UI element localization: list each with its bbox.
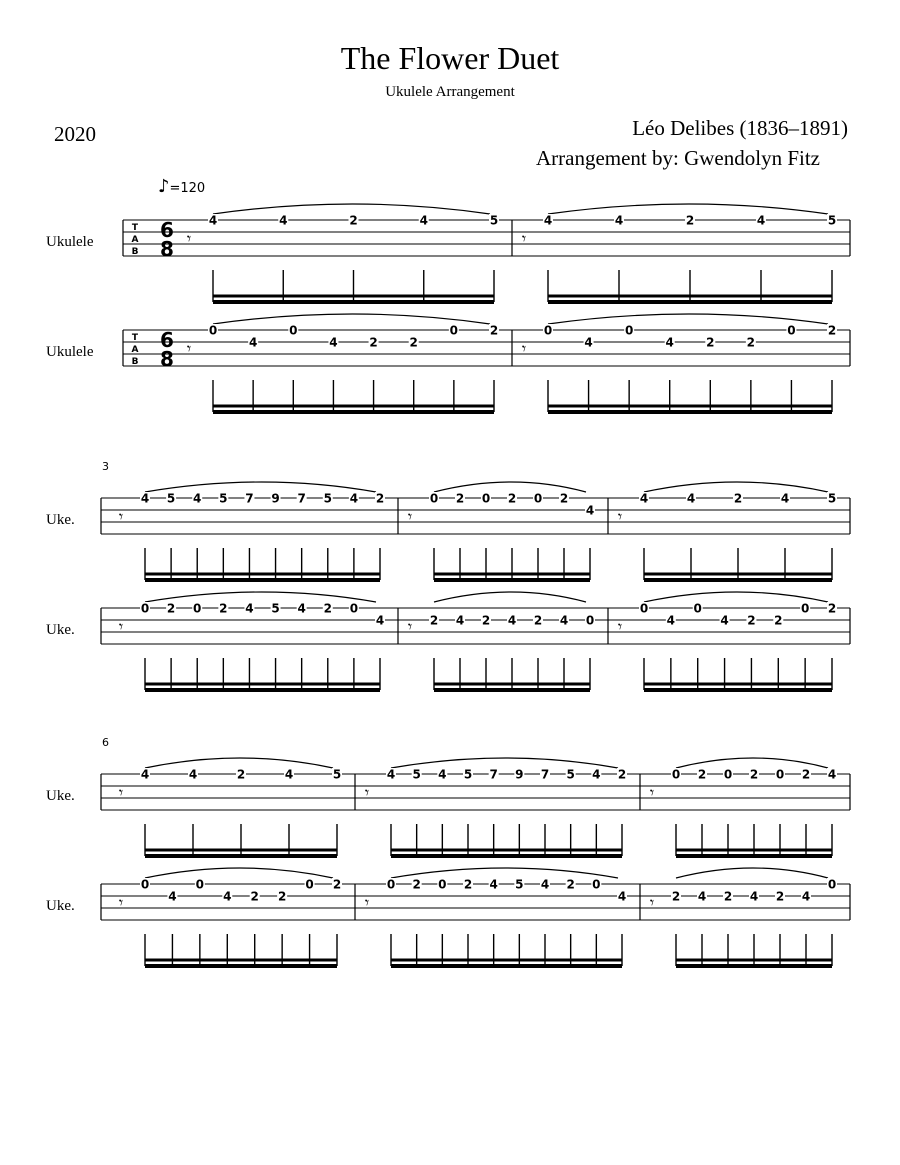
fret-number: 4: [507, 613, 517, 628]
fret-number: 4: [248, 335, 258, 350]
fret-number: 7: [245, 491, 254, 506]
fret-number: 0: [800, 601, 810, 616]
tab-clef-a: A: [131, 235, 139, 245]
slur: [644, 592, 828, 602]
fret-number: 2: [236, 767, 246, 782]
fret-number: 2: [827, 601, 837, 616]
tab-clef-a: A: [131, 345, 139, 355]
fret-number: 2: [566, 877, 575, 892]
fret-number: 0: [693, 601, 702, 616]
instrument-label-uke-3: Uke.: [46, 788, 75, 804]
fret-number: 4: [438, 767, 447, 782]
fret-number: 4: [756, 213, 766, 228]
measure-number: 6: [102, 736, 109, 749]
fret-number: 4: [279, 213, 288, 228]
fret-number: 0: [533, 491, 543, 506]
fret-number: 7: [297, 491, 306, 506]
fret-number: 4: [749, 889, 759, 904]
slur: [548, 204, 828, 214]
fret-number: 9: [271, 491, 280, 506]
fret-number: 0: [449, 323, 459, 338]
fret-number: 0: [193, 601, 202, 616]
fret-number: 2: [774, 613, 783, 628]
fret-number: 0: [723, 767, 733, 782]
fret-number: 2: [706, 335, 715, 350]
fret-number: 9: [515, 767, 524, 782]
slur: [391, 758, 618, 768]
tab-clef-t: T: [131, 333, 139, 343]
eighth-rest-icon: 𝄾: [521, 339, 527, 358]
fret-number: 4: [223, 889, 232, 904]
eighth-rest-icon: 𝄾: [521, 229, 527, 248]
eighth-rest-icon: 𝄾: [407, 617, 413, 636]
fret-number: 2: [429, 613, 439, 628]
fret-number: 5: [332, 767, 342, 782]
fret-number: 2: [671, 889, 681, 904]
fret-number: 4: [666, 613, 676, 628]
slur: [434, 592, 586, 602]
time-signature-top: 6: [160, 328, 174, 352]
instrument-label-ukulele-1: Ukulele: [46, 234, 94, 250]
fret-number: 0: [349, 601, 359, 616]
time-signature-bottom: 8: [160, 237, 174, 261]
fret-number: 5: [412, 767, 421, 782]
fret-number: 5: [166, 491, 176, 506]
fret-number: 2: [277, 889, 287, 904]
tab-clef-b: B: [131, 357, 139, 367]
fret-number: 2: [685, 213, 695, 228]
fret-number: 2: [455, 491, 465, 506]
fret-number: 4: [386, 767, 396, 782]
slur: [644, 482, 828, 492]
fret-number: 2: [827, 323, 837, 338]
fret-number: 4: [297, 601, 306, 616]
fret-number: 2: [507, 491, 517, 506]
fret-number: 2: [463, 877, 473, 892]
fret-number: 4: [208, 213, 218, 228]
fret-number: 5: [566, 767, 575, 782]
fret-number: 4: [584, 335, 593, 350]
fret-number: 4: [284, 767, 294, 782]
fret-number: 4: [827, 767, 837, 782]
arranger: Arrangement by: Gwendolyn Fitz: [535, 146, 820, 170]
slur: [391, 868, 618, 878]
fret-number: 2: [409, 335, 418, 350]
slur: [676, 758, 828, 768]
fret-number: 0: [543, 323, 553, 338]
fret-number: 0: [624, 323, 634, 338]
fret-number: 2: [749, 767, 759, 782]
eighth-rest-icon: 𝄾: [649, 783, 655, 802]
slur: [145, 482, 376, 492]
instrument-label-uke-1: Uke.: [46, 512, 75, 528]
fret-number: 0: [592, 877, 601, 892]
fret-number: 2: [533, 613, 543, 628]
fret-number: 4: [140, 767, 150, 782]
fret-number: 2: [723, 889, 733, 904]
fret-number: 0: [195, 877, 205, 892]
fret-number: 4: [349, 491, 359, 506]
fret-number: 4: [720, 613, 729, 628]
slur: [145, 592, 376, 602]
fret-number: 0: [140, 877, 150, 892]
fret-number: 4: [801, 889, 811, 904]
fret-number: 0: [585, 613, 595, 628]
fret-number: 5: [489, 213, 499, 228]
fret-number: 2: [250, 889, 259, 904]
fret-number: 0: [481, 491, 491, 506]
fret-number: 4: [617, 889, 627, 904]
slur: [145, 758, 333, 768]
fret-number: 4: [543, 213, 553, 228]
fret-number: 2: [747, 613, 756, 628]
fret-number: 2: [166, 601, 176, 616]
fret-number: 5: [827, 491, 837, 506]
fret-number: 4: [245, 601, 254, 616]
eighth-rest-icon: 𝄾: [186, 229, 192, 248]
fret-number: 7: [540, 767, 550, 782]
score-subtitle: Ukulele Arrangement: [385, 84, 515, 100]
instrument-label-uke-4: Uke.: [46, 898, 75, 914]
fret-number: 2: [375, 491, 385, 506]
fret-number: 5: [515, 877, 524, 892]
fret-number: 2: [481, 613, 491, 628]
fret-number: 4: [639, 491, 649, 506]
time-signature-top: 6: [160, 218, 174, 242]
eighth-rest-icon: 𝄾: [118, 507, 124, 526]
fret-number: 2: [323, 601, 332, 616]
slur: [676, 868, 828, 878]
fret-number: 2: [219, 601, 228, 616]
fret-number: 0: [775, 767, 785, 782]
fret-number: 2: [775, 889, 785, 904]
tempo-value: =120: [169, 181, 206, 196]
fret-number: 4: [665, 335, 674, 350]
fret-number: 4: [193, 491, 202, 506]
measure-number: 3: [102, 460, 109, 473]
fret-number: 0: [305, 877, 314, 892]
fret-number: 0: [438, 877, 447, 892]
fret-number: 0: [140, 601, 150, 616]
fret-number: 4: [585, 503, 595, 518]
fret-number: 2: [697, 767, 707, 782]
fret-number: 0: [208, 323, 218, 338]
fret-number: 0: [429, 491, 439, 506]
eighth-rest-icon: 𝄾: [649, 893, 655, 912]
fret-number: 5: [827, 213, 837, 228]
eighth-rest-icon: 𝄾: [364, 893, 370, 912]
fret-number: 4: [592, 767, 601, 782]
instrument-label-uke-2: Uke.: [46, 622, 75, 638]
eighth-rest-icon: 𝄾: [364, 783, 370, 802]
fret-number: 5: [463, 767, 473, 782]
eighth-rest-icon: 𝄾: [118, 617, 124, 636]
eighth-note-icon: ♪: [158, 176, 170, 197]
fret-number: 4: [697, 889, 707, 904]
tab-clef-t: T: [131, 223, 139, 233]
fret-number: 2: [733, 491, 743, 506]
time-signature-bottom: 8: [160, 347, 174, 371]
fret-number: 2: [332, 877, 342, 892]
fret-number: 0: [386, 877, 396, 892]
fret-number: 2: [801, 767, 811, 782]
slur: [145, 868, 333, 878]
fret-number: 4: [188, 767, 198, 782]
fret-number: 4: [614, 213, 624, 228]
fret-number: 4: [686, 491, 696, 506]
fret-number: 4: [419, 213, 428, 228]
fret-number: 2: [369, 335, 378, 350]
fret-number: 0: [289, 323, 298, 338]
fret-number: 4: [489, 877, 498, 892]
fret-number: 4: [375, 613, 385, 628]
slur: [548, 314, 828, 324]
eighth-rest-icon: 𝄾: [118, 893, 124, 912]
eighth-rest-icon: 𝄾: [617, 507, 623, 526]
fret-number: 2: [559, 491, 569, 506]
fret-number: 7: [489, 767, 498, 782]
tab-clef-b: B: [131, 247, 139, 257]
fret-number: 4: [540, 877, 550, 892]
fret-number: 0: [671, 767, 681, 782]
fret-number: 0: [827, 877, 837, 892]
fret-number: 2: [617, 767, 627, 782]
fret-number: 4: [168, 889, 177, 904]
eighth-rest-icon: 𝄾: [118, 783, 124, 802]
fret-number: 5: [323, 491, 332, 506]
fret-number: 0: [787, 323, 796, 338]
fret-number: 4: [140, 491, 150, 506]
eighth-rest-icon: 𝄾: [617, 617, 623, 636]
instrument-label-ukulele-2: Ukulele: [46, 344, 94, 360]
fret-number: 4: [559, 613, 569, 628]
fret-number: 4: [329, 335, 338, 350]
fret-number: 0: [639, 601, 649, 616]
fret-number: 2: [412, 877, 421, 892]
slur: [213, 204, 490, 214]
fret-number: 2: [489, 323, 499, 338]
fret-number: 4: [780, 491, 790, 506]
composer: Léo Delibes (1836–1891): [632, 116, 848, 140]
fret-number: 5: [271, 601, 280, 616]
eighth-rest-icon: 𝄾: [407, 507, 413, 526]
fret-number: 5: [219, 491, 228, 506]
eighth-rest-icon: 𝄾: [186, 339, 192, 358]
score-title: The Flower Duet: [340, 40, 560, 76]
fret-number: 2: [349, 213, 358, 228]
fret-number: 4: [455, 613, 465, 628]
score-year: 2020: [54, 122, 96, 146]
slur: [213, 314, 490, 324]
slur: [434, 482, 586, 492]
fret-number: 2: [746, 335, 756, 350]
